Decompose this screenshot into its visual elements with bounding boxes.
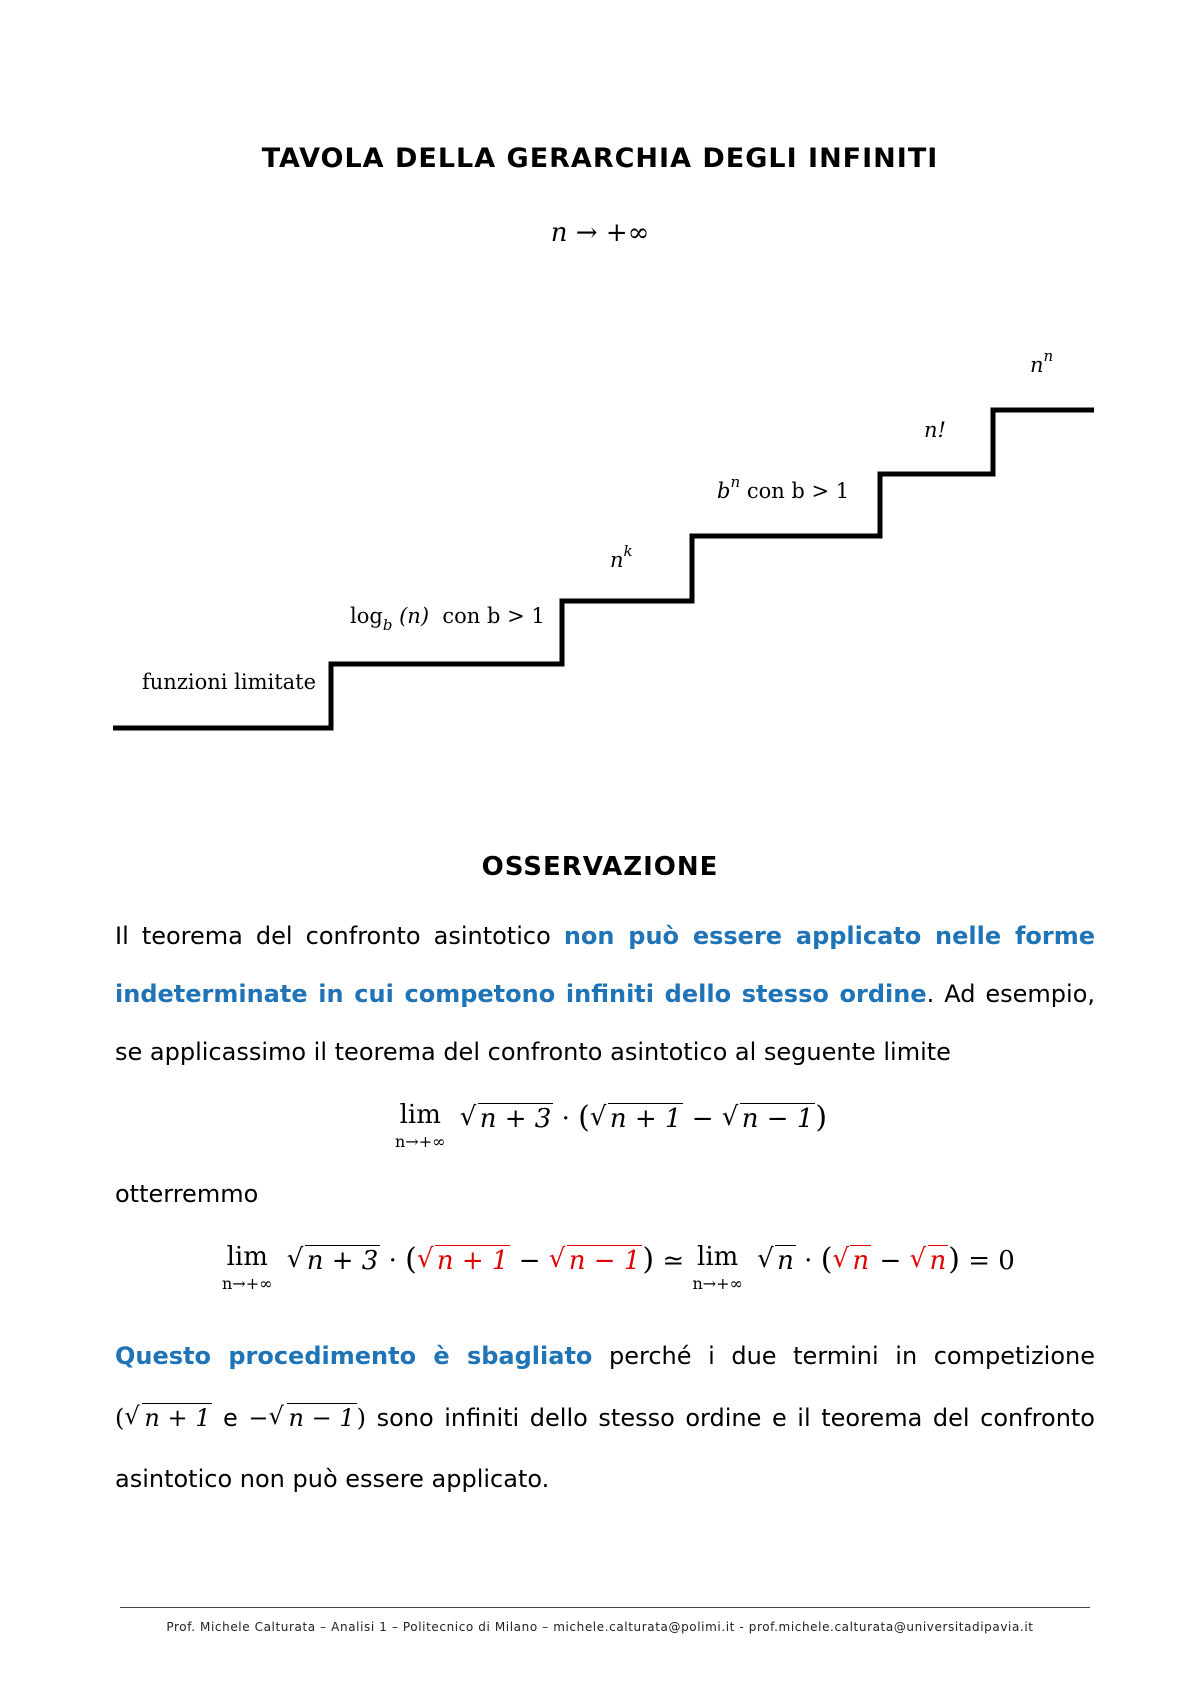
step-label-bounded: funzioni limitate	[142, 670, 317, 694]
radicand: n + 3	[306, 1246, 379, 1276]
sqrt-term	[722, 1104, 816, 1134]
radicand: n − 1	[288, 1404, 355, 1432]
footer-divider	[120, 1607, 1090, 1608]
formula-limit-2	[222, 1242, 1015, 1293]
dot-operator: ·	[561, 1104, 570, 1134]
exp-exponent: n	[730, 473, 741, 491]
step-label-power	[610, 542, 633, 572]
paren-close: )	[642, 1242, 655, 1277]
sqrt-term	[590, 1104, 684, 1134]
radicand: n − 1	[568, 1246, 641, 1276]
highlight-run: Questo procedimento è sbagliato	[115, 1342, 593, 1370]
radicand: n + 3	[479, 1104, 552, 1134]
sqrt-term	[124, 1389, 212, 1447]
radicand: n	[852, 1246, 870, 1276]
power-base: n	[610, 548, 624, 572]
paragraph-line-3: se applicassimo il teorema del confronto asintotico al seguente limite	[115, 1038, 951, 1066]
lim-operator	[222, 1242, 272, 1293]
paren-close: )	[815, 1100, 828, 1135]
highlight-run: indeterminate in cui competono infiniti dello stesso ordine	[115, 980, 927, 1008]
sqrt-term	[287, 1246, 381, 1276]
log-condition: con b > 1	[442, 604, 545, 628]
highlight-run: non può essere applicato nelle forme	[563, 922, 1095, 950]
lim-operator	[692, 1242, 742, 1293]
observation-heading: OSSERVAZIONE	[481, 852, 719, 882]
formula-limit-1	[395, 1100, 827, 1151]
step-label-log	[350, 604, 545, 634]
lim-operator	[395, 1100, 445, 1151]
step-label-exponential	[717, 473, 850, 503]
lim-text: lim	[226, 1242, 268, 1272]
footer-text: Prof. Michele Calturata – Analisi 1 – Politecnico di Milano – michele.calturata@polimi.it - prof.michele.calturata@universitadipavia.it	[166, 1620, 1034, 1634]
inline-math	[248, 1404, 366, 1432]
minus-operator: −	[518, 1246, 541, 1276]
radicand: n	[777, 1246, 794, 1276]
step-label-n-to-n	[1030, 347, 1054, 377]
minus-operator: −	[691, 1104, 714, 1134]
nn-base: n	[1030, 353, 1044, 377]
page-title: TAVOLA DELLA GERARCHIA DEGLI INFINITI	[261, 143, 939, 174]
paragraph-line-4: otterremmo	[115, 1180, 259, 1208]
power-exponent: k	[623, 542, 633, 560]
radicand: n + 1	[609, 1104, 682, 1134]
lim-subscript: n→+∞	[692, 1274, 743, 1293]
minus-operator: −	[248, 1404, 269, 1432]
text-run: . Ad esempio,	[926, 980, 1096, 1008]
text-run: sono infiniti dello stesso ordine e il teorema del confronto	[366, 1404, 1095, 1432]
inline-math	[115, 1404, 212, 1432]
radicand: n + 1	[144, 1404, 211, 1432]
exp-base: b	[717, 479, 731, 503]
limit-target: +∞	[605, 218, 650, 248]
text-run: perché i due termini in competizione	[592, 1342, 1095, 1370]
lim-text: lim	[399, 1100, 441, 1130]
paragraph-line-6	[115, 1389, 1095, 1447]
radicand: n	[929, 1246, 947, 1276]
sqrt-term-highlight	[910, 1246, 949, 1276]
limit-variable: n	[550, 218, 568, 248]
lim-text: lim	[697, 1242, 739, 1272]
staircase-diagram	[0, 0, 1200, 760]
sqrt-term	[460, 1104, 554, 1134]
nn-exponent: n	[1043, 347, 1054, 365]
paragraph-line-1	[115, 907, 1095, 965]
sqrt-term	[757, 1246, 796, 1276]
dot-operator: ·	[804, 1246, 813, 1276]
approx-operator: ≃	[662, 1246, 685, 1276]
result-value: = 0	[968, 1246, 1015, 1276]
limit-arrow: →	[575, 218, 598, 248]
lim-subscript: n→+∞	[222, 1274, 273, 1293]
sqrt-term	[269, 1389, 357, 1447]
exp-condition: con b > 1	[746, 479, 850, 503]
paragraph-line-7: asintotico non può essere applicato.	[115, 1465, 550, 1493]
log-arg: (n)	[399, 604, 430, 628]
radicand: n + 1	[436, 1246, 509, 1276]
lim-subscript: n→+∞	[395, 1132, 446, 1151]
step-label-factorial: n!	[924, 418, 946, 442]
paren-close: )	[948, 1242, 960, 1277]
paragraph-line-5	[115, 1327, 1095, 1385]
paren-open: (	[578, 1100, 590, 1135]
paragraph-line-2	[115, 965, 1095, 1023]
minus-operator: −	[879, 1246, 902, 1276]
paren-open: (	[820, 1242, 833, 1277]
log-base: b	[382, 616, 393, 634]
paren-open: (	[115, 1404, 125, 1432]
sqrt-term-highlight	[549, 1246, 643, 1276]
text-run: e	[212, 1404, 249, 1432]
sqrt-term-highlight	[832, 1246, 871, 1276]
radicand: n − 1	[741, 1104, 814, 1134]
log-text: log	[350, 604, 383, 628]
dot-operator: ·	[388, 1246, 397, 1276]
sqrt-term-highlight	[417, 1246, 511, 1276]
text-run: Il teorema del confronto asintotico	[115, 922, 564, 950]
paren-open: (	[405, 1242, 417, 1277]
paren-close: )	[356, 1404, 366, 1432]
